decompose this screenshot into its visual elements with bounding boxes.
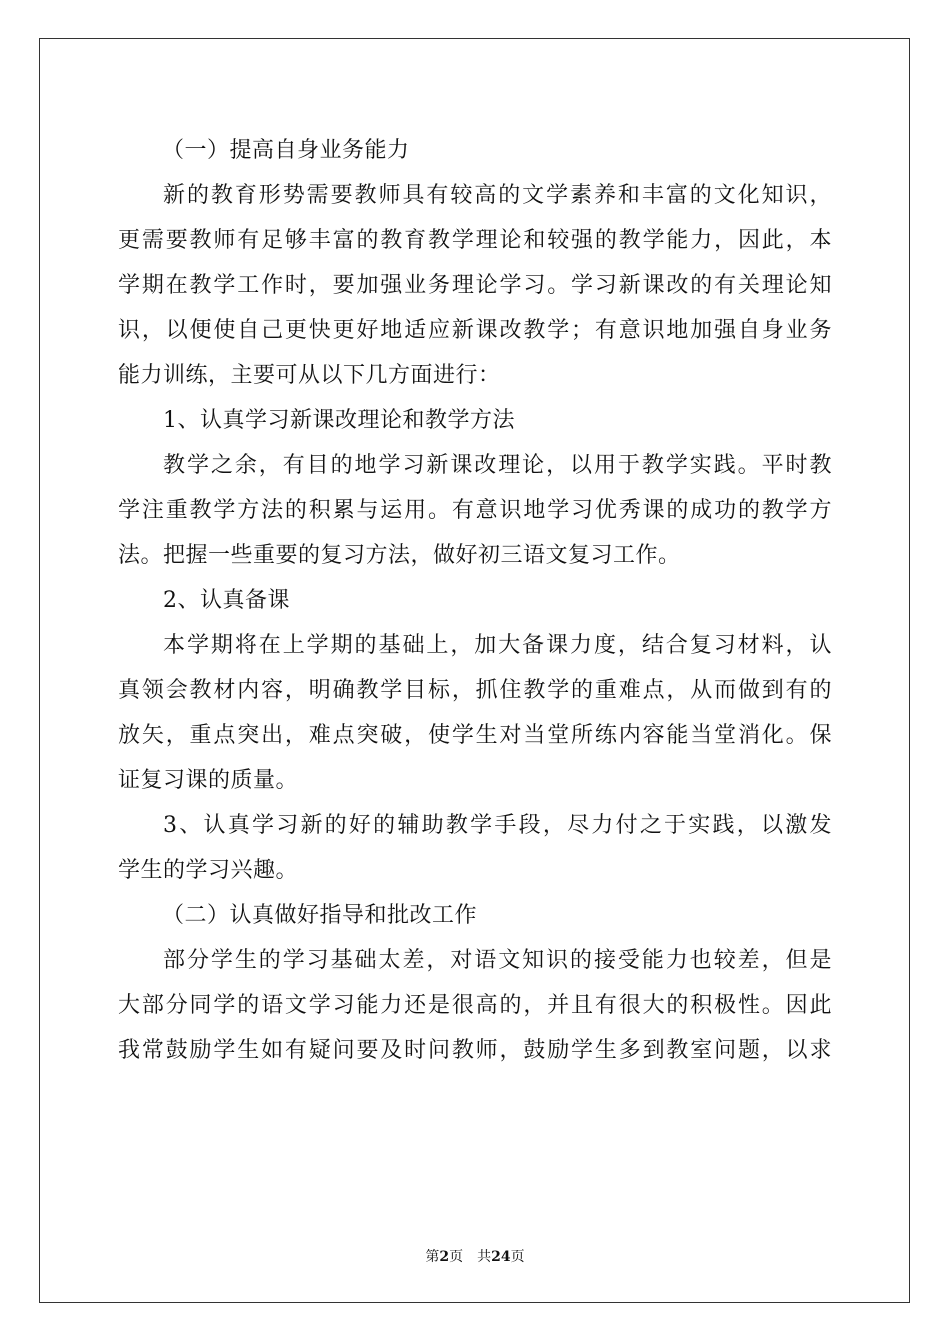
paragraph-line: 更需要教师有足够丰富的教育教学理论和较强的教学能力，因此，本	[118, 228, 832, 253]
paragraph-line: 部分学生的学习基础太差，对语文知识的接受能力也较差，但是	[163, 948, 832, 973]
paragraph-line: 真领会教材内容，明确教学目标，抓住教学的重难点，从而做到有的	[118, 678, 832, 703]
footer-middle: 页 共	[449, 1249, 492, 1265]
paragraph-line: 学注重教学方法的积累与运用。有意识地学习优秀课的成功的教学方	[118, 498, 832, 523]
document-body	[118, 128, 832, 1073]
subsection-heading: 2、认真备课	[163, 588, 290, 613]
paragraph-line: 证复习课的质量。	[118, 768, 299, 793]
paragraph-line: 我常鼓励学生如有疑问要及时问教师，鼓励学生多到教室问题，以求	[118, 1038, 832, 1063]
footer-total-pages: 24	[491, 1249, 511, 1265]
paragraph-line: 法。把握一些重要的复习方法，做好初三语文复习工作。	[118, 543, 681, 568]
subsection-heading: 1、认真学习新课改理论和教学方法	[163, 408, 515, 433]
paragraph-line: 识，以便使自己更快更好地适应新课改教学；有意识地加强自身业务	[118, 318, 832, 343]
paragraph-line: 教学之余，有目的地学习新课改理论，以用于教学实践。平时教	[163, 453, 832, 478]
paragraph-line: 放矢，重点突出，难点突破，使学生对当堂所练内容能当堂消化。保	[118, 723, 832, 748]
paragraph-line: 能力训练，主要可从以下几方面进行：	[118, 363, 501, 388]
page-footer	[0, 1246, 950, 1266]
section-heading: （一）提高自身业务能力	[162, 138, 410, 163]
footer-prefix: 第	[425, 1249, 440, 1265]
section-heading: （二）认真做好指导和批改工作	[162, 903, 478, 928]
paragraph-line: 大部分同学的语文学习能力还是很高的，并且有很大的积极性。因此	[118, 993, 832, 1018]
paragraph-line: 本学期将在上学期的基础上，加大备课力度，结合复习材料，认	[163, 633, 832, 658]
paragraph-line: 新的教育形势需要教师具有较高的文学素养和丰富的文化知识，	[163, 183, 832, 208]
paragraph-line: 3、认真学习新的好的辅助教学手段，尽力付之于实践，以激发	[163, 813, 832, 838]
paragraph-line: 学期在教学工作时，要加强业务理论学习。学习新课改的有关理论知	[118, 273, 832, 298]
footer-page-number: 2	[439, 1249, 450, 1265]
footer-suffix: 页	[510, 1249, 525, 1265]
paragraph-line: 学生的学习兴趣。	[118, 858, 299, 883]
